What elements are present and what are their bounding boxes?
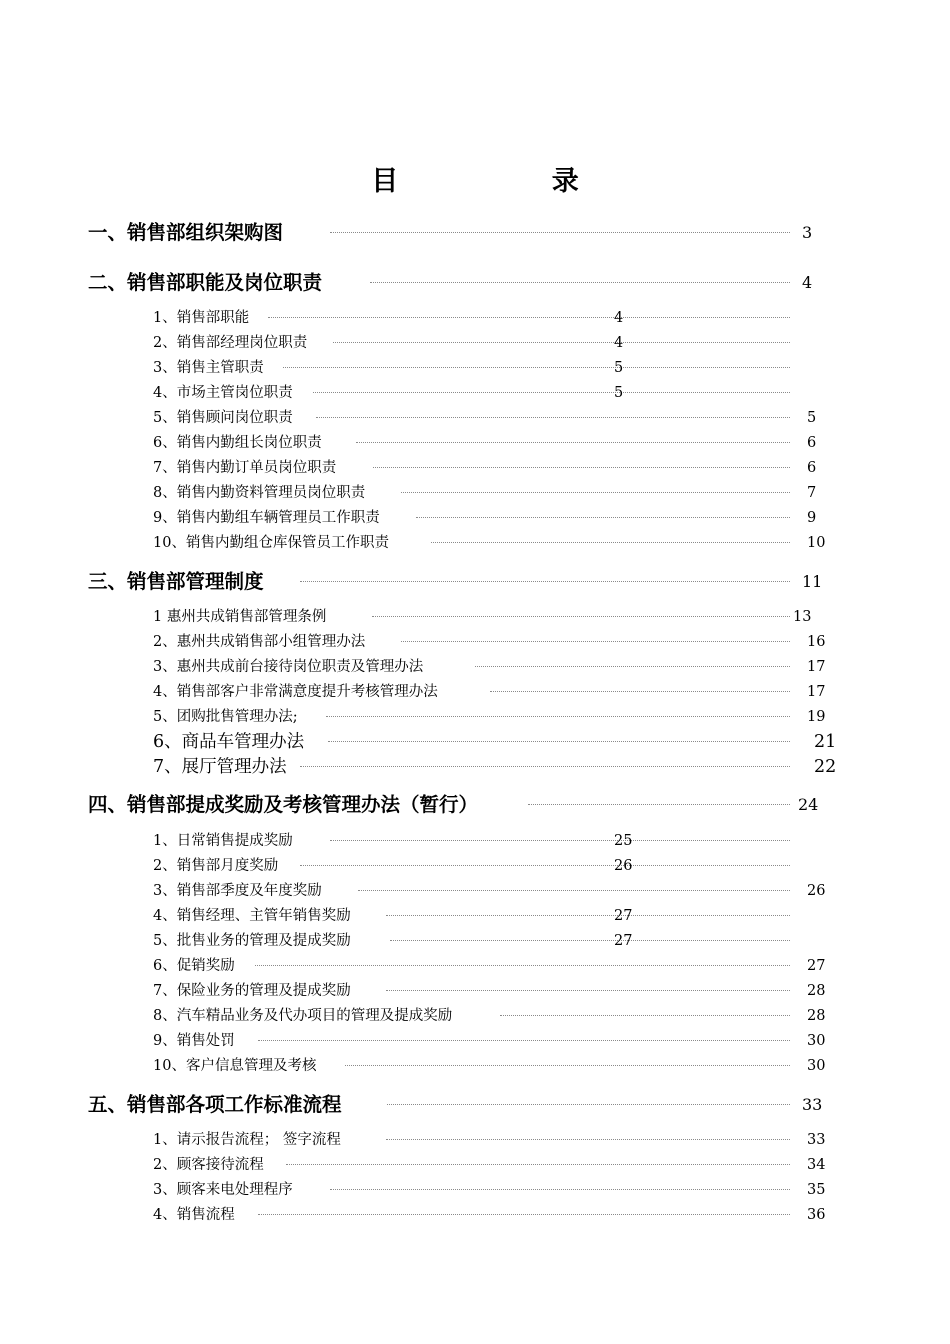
toc-entry-label: 1、日常销售提成奖励 — [153, 833, 293, 849]
toc-subsection-entry[interactable] — [0, 1006, 950, 1026]
toc-page-number: 5 — [614, 385, 624, 401]
toc-dot-leader — [300, 766, 790, 767]
toc-title: 目 录 — [371, 166, 651, 197]
toc-entry-label: 4、销售经理、主管年销售奖励 — [153, 908, 351, 924]
toc-entry-label: 9、销售处罚 — [153, 1033, 235, 1049]
toc-page-number: 16 — [807, 634, 826, 650]
toc-dot-leader — [316, 417, 790, 418]
toc-entry-label: 5、批售业务的管理及提成奖励 — [153, 933, 351, 949]
toc-subsection-entry[interactable] — [0, 1155, 950, 1175]
toc-entry-label: 9、销售内勤组车辆管理员工作职责 — [153, 510, 380, 526]
toc-dot-leader — [386, 990, 790, 991]
toc-page-number: 7 — [807, 485, 817, 501]
toc-entry-label: 3、惠州共成前台接待岗位职责及管理办法 — [153, 659, 424, 675]
toc-entry-label: 1 惠州共成销售部管理条例 — [153, 609, 327, 625]
toc-section-entry[interactable] — [0, 220, 950, 246]
toc-dot-leader — [283, 367, 790, 368]
toc-page-number: 33 — [802, 1095, 823, 1114]
toc-dot-leader — [286, 1164, 790, 1165]
toc-page-number: 19 — [807, 709, 826, 725]
toc-subsection-entry[interactable] — [0, 632, 950, 652]
toc-dot-leader — [386, 915, 790, 916]
toc-dot-leader — [386, 1139, 790, 1140]
toc-subsection-entry[interactable] — [0, 657, 950, 677]
toc-dot-leader — [330, 232, 790, 233]
toc-subsection-entry[interactable] — [0, 483, 950, 503]
toc-dot-leader — [300, 581, 790, 582]
toc-entry-label: 10、客户信息管理及考核 — [153, 1058, 317, 1074]
toc-subsection-entry[interactable] — [0, 607, 950, 627]
toc-entry-label: 2、销售部月度奖励 — [153, 858, 279, 874]
toc-section-entry[interactable] — [0, 569, 950, 595]
toc-page-number: 5 — [614, 360, 624, 376]
toc-entry-label: 3、销售主管职责 — [153, 360, 264, 376]
toc-dot-leader — [333, 342, 790, 343]
toc-dot-leader — [401, 641, 790, 642]
toc-page-number: 34 — [807, 1157, 826, 1173]
toc-section-entry[interactable] — [0, 270, 950, 296]
toc-page-number: 6 — [807, 460, 817, 476]
toc-dot-leader — [328, 741, 790, 742]
toc-entry-label: 3、顾客来电处理程序 — [153, 1182, 293, 1198]
toc-page-number: 4 — [802, 273, 813, 292]
toc-entry-label: 4、销售流程 — [153, 1207, 235, 1223]
toc-page-number: 11 — [802, 572, 823, 591]
toc-entry-label: 五、销售部各项工作标准流程 — [88, 1093, 342, 1116]
toc-dot-leader — [345, 1065, 790, 1066]
toc-subsection-entry[interactable] — [0, 308, 950, 328]
toc-page-number: 28 — [807, 983, 826, 999]
toc-page-number: 30 — [807, 1058, 826, 1074]
toc-subsection-entry[interactable] — [0, 433, 950, 453]
toc-dot-leader — [431, 542, 790, 543]
toc-dot-leader — [401, 492, 790, 493]
toc-page-number: 17 — [807, 684, 826, 700]
toc-entry-label: 6、销售内勤组长岗位职责 — [153, 435, 322, 451]
toc-dot-leader — [528, 804, 790, 805]
toc-entry-label: 8、销售内勤资料管理员岗位职责 — [153, 485, 366, 501]
toc-entry-label: 3、销售部季度及年度奖励 — [153, 883, 322, 899]
toc-entry-label: 一、销售部组织架购图 — [88, 221, 284, 244]
toc-dot-leader — [330, 840, 790, 841]
toc-dot-leader — [500, 1015, 790, 1016]
toc-page-number: 4 — [614, 310, 624, 326]
toc-dot-leader — [356, 442, 790, 443]
toc-entry-label: 4、销售部客户非常满意度提升考核管理办法 — [153, 684, 438, 700]
toc-entry-label: 2、销售部经理岗位职责 — [153, 335, 308, 351]
toc-dot-leader — [258, 1214, 790, 1215]
toc-entry-label: 2、惠州共成销售部小组管理办法 — [153, 634, 366, 650]
toc-page-number: 4 — [614, 335, 624, 351]
toc-page-number: 22 — [814, 757, 837, 777]
toc-page-number: 27 — [807, 958, 826, 974]
toc-subsection-entry[interactable] — [0, 1031, 950, 1051]
toc-entry-label: 6、促销奖励 — [153, 958, 235, 974]
toc-subsection-entry[interactable] — [0, 458, 950, 478]
toc-entry-label: 8、汽车精品业务及代办项目的管理及提成奖励 — [153, 1008, 453, 1024]
toc-dot-leader — [490, 691, 790, 692]
toc-subsection-entry[interactable] — [0, 1056, 950, 1076]
toc-dot-leader — [330, 1189, 790, 1190]
toc-subsection-entry[interactable] — [0, 508, 950, 528]
toc-subsection-entry[interactable] — [0, 731, 950, 753]
toc-dot-leader — [390, 940, 790, 941]
toc-entry-label: 二、销售部职能及岗位职责 — [88, 271, 323, 294]
toc-page-number: 36 — [807, 1207, 826, 1223]
toc-subsection-entry[interactable] — [0, 408, 950, 428]
toc-page-number: 21 — [814, 732, 837, 752]
toc-page-number: 27 — [614, 933, 633, 949]
toc-entry-label: 三、销售部管理制度 — [88, 570, 264, 593]
toc-subsection-entry[interactable] — [0, 333, 950, 353]
toc-dot-leader — [255, 965, 790, 966]
toc-subsection-entry[interactable] — [0, 756, 950, 778]
toc-page-number: 24 — [798, 795, 819, 814]
toc-dot-leader — [387, 1104, 790, 1105]
toc-entry-label: 1、销售部职能 — [153, 310, 250, 326]
toc-entry-label: 1、请示报告流程； 签字流程 — [153, 1132, 341, 1148]
toc-entry-label: 10、销售内勤组仓库保管员工作职责 — [153, 535, 389, 551]
toc-subsection-entry[interactable] — [0, 856, 950, 876]
toc-subsection-entry[interactable] — [0, 956, 950, 976]
toc-subsection-entry[interactable] — [0, 358, 950, 378]
toc-entry-label: 7、展厅管理办法 — [153, 757, 287, 777]
toc-dot-leader — [373, 467, 790, 468]
toc-page-number: 3 — [802, 223, 813, 242]
toc-subsection-entry[interactable] — [0, 682, 950, 702]
toc-subsection-entry[interactable] — [0, 981, 950, 1001]
toc-entry-label: 2、顾客接待流程 — [153, 1157, 264, 1173]
toc-entry-label: 4、市场主管岗位职责 — [153, 385, 293, 401]
toc-section-entry[interactable] — [0, 1092, 950, 1118]
toc-entry-label: 四、销售部提成奖励及考核管理办法（暂行） — [88, 793, 479, 816]
toc-page-number: 35 — [807, 1182, 826, 1198]
toc-dot-leader — [268, 317, 790, 318]
toc-dot-leader — [313, 392, 790, 393]
toc-subsection-entry[interactable] — [0, 1130, 950, 1150]
toc-page-number: 26 — [614, 858, 633, 874]
toc-entry-label: 6、商品车管理办法 — [153, 732, 305, 752]
toc-page-number: 13 — [793, 609, 812, 625]
toc-dot-leader — [370, 282, 790, 283]
toc-dot-leader — [475, 666, 790, 667]
toc-subsection-entry[interactable] — [0, 931, 950, 951]
toc-subsection-entry[interactable] — [0, 383, 950, 403]
toc-page-number: 27 — [614, 908, 633, 924]
toc-page-number: 30 — [807, 1033, 826, 1049]
toc-entry-label: 7、销售内勤订单员岗位职责 — [153, 460, 337, 476]
toc-subsection-entry[interactable] — [0, 906, 950, 926]
toc-dot-leader — [326, 716, 790, 717]
toc-entry-label: 5、团购批售管理办法; — [153, 709, 298, 725]
toc-subsection-entry[interactable] — [0, 881, 950, 901]
toc-entry-label: 5、销售顾问岗位职责 — [153, 410, 293, 426]
toc-page-number: 9 — [807, 510, 817, 526]
toc-section-entry[interactable] — [0, 792, 950, 818]
toc-subsection-entry[interactable] — [0, 831, 950, 851]
toc-page-number: 6 — [807, 435, 817, 451]
toc-page-number: 25 — [614, 833, 633, 849]
toc-page-number: 17 — [807, 659, 826, 675]
toc-page-number: 33 — [807, 1132, 826, 1148]
toc-dot-leader — [372, 616, 790, 617]
toc-subsection-entry[interactable] — [0, 707, 950, 727]
toc-page-number: 26 — [807, 883, 826, 899]
toc-dot-leader — [300, 865, 790, 866]
toc-dot-leader — [358, 890, 790, 891]
toc-page-number: 10 — [807, 535, 826, 551]
toc-subsection-entry[interactable] — [0, 533, 950, 553]
toc-dot-leader — [416, 517, 790, 518]
toc-subsection-entry[interactable] — [0, 1205, 950, 1225]
toc-page-number: 28 — [807, 1008, 826, 1024]
toc-dot-leader — [258, 1040, 790, 1041]
toc-page-number: 5 — [807, 410, 817, 426]
toc-entry-label: 7、保险业务的管理及提成奖励 — [153, 983, 351, 999]
toc-subsection-entry[interactable] — [0, 1180, 950, 1200]
